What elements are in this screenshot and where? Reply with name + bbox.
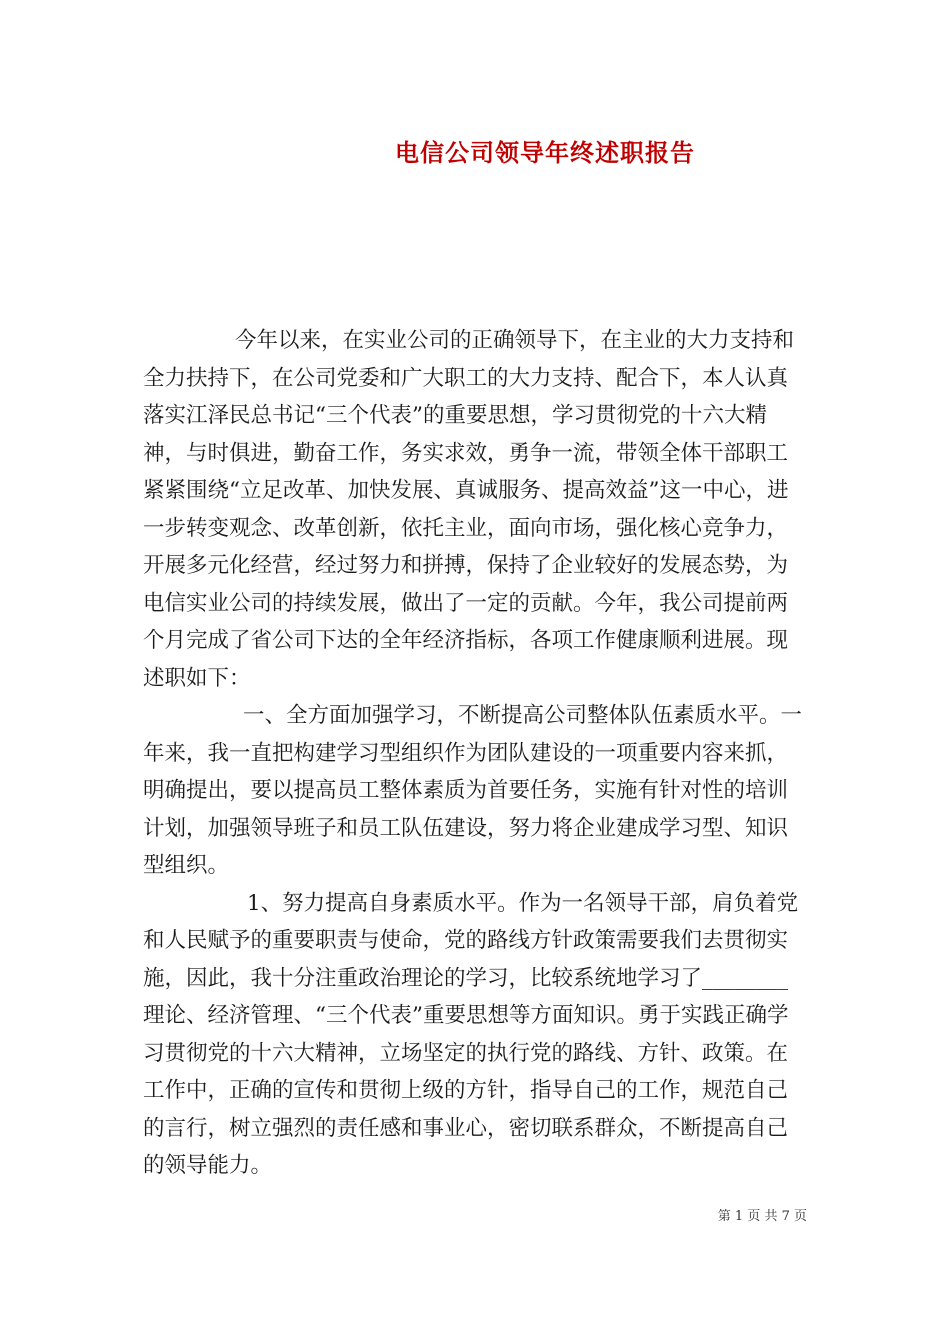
subsection-one-paragraph: 1、努力提高自身素质水平。作为一名领导干部，肩负着党和人民赋予的重要职责与使命，党的路线方针政策需要我们去贯彻实施，因此，我十分注重政治理论的学习，比较系统地学习了________理论、经济管理、“三个代表”重要思想等方面知识。勇于实践正确学习贯彻党的十六大精神，立场坚定的执行党的路线、方针、政策。在工作中，正确的宣传和贯彻上级的方针，指导自己的工作，规范自己的言行，树立强烈的责任感和事业心，密切联系群众，不断提高自己的领导能力。	[143, 890, 799, 1178]
document-body	[143, 322, 807, 1185]
document-title: 电信公司领导年终述职报告	[395, 138, 695, 167]
section-one-paragraph: 一、全方面加强学习，不断提高公司整体队伍素质水平。一年来，我一直把构建学习型组织作为团队建设的一项重要内容来抓，明确提出，要以提高员工整体素质为首要任务，实施有针对性的培训计划，加强领导班子和员工队伍建设，努力将企业建成学习型、知识型组织。	[143, 703, 803, 878]
intro-paragraph: 今年以来，在实业公司的正确领导下，在主业的大力支持和全力扶持下，在公司党委和广大职工的大力支持、配合下，本人认真落实江泽民总书记“三个代表”的重要思想，学习贯彻党的十六大精神，与时俱进，勤奋工作，务实求效，勇争一流，带领全体干部职工紧紧围绕“立足改革、加快发展、真诚服务、提高效益”这一中心，进一步转变观念、改革创新，依托主业，面向市场，强化核心竞争力，开展多元化经营，经过努力和拼搏，保持了企业较好的发展态势，为电信实业公司的持续发展，做出了一定的贡献。今年，我公司提前两个月完成了省公司下达的全年经济指标，各项工作健康顺利进展。现述职如下：	[143, 328, 795, 691]
page-number-footer: 第 1 页 共 7 页	[717, 1209, 807, 1224]
